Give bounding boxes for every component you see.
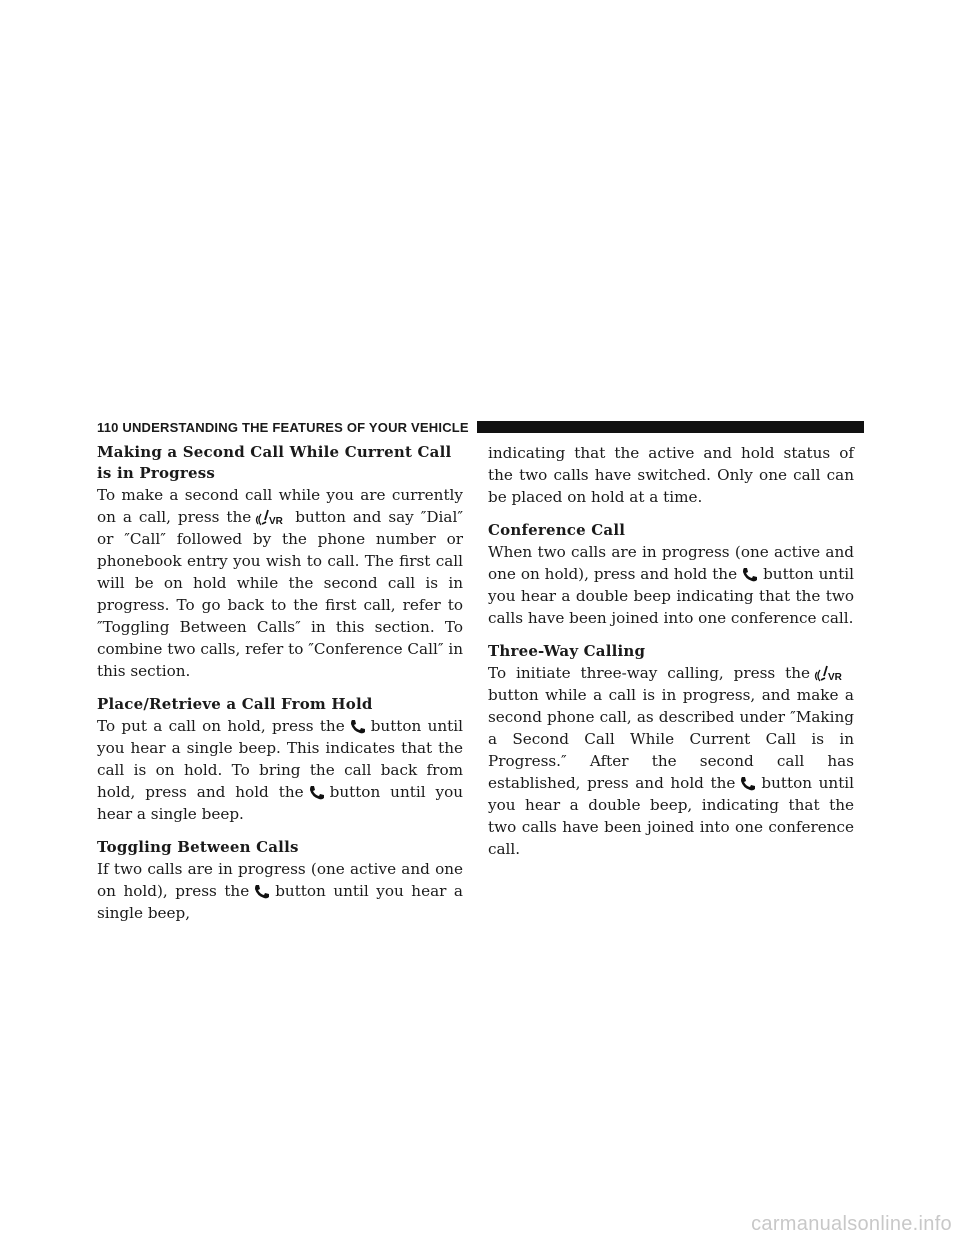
svg-text:VR: VR [828,672,842,682]
right-column [488,442,854,860]
phone-icon [308,785,326,801]
svg-text:VR: VR [269,516,284,526]
paragraph-hold: To put a call on hold, press the button until you hear a single beep. This indicates that the call is on hold. To bring the call back from hold, press and hold the button until you hear a single beep. [97,717,464,823]
phone-icon [253,884,271,900]
page-number-title: 110 UNDERSTANDING THE FEATURES OF YOUR VEHICLE [97,419,469,435]
paragraph-toggling: If two calls are in progress (one active and one on hold), press the button until you hear a single beep, [97,860,463,922]
voice-recognition-icon [814,664,850,682]
paragraph-conference: When two calls are in progress (one active and one on hold), press and hold the button until you hear a double beep indicating that the two calls have been joined into one conference call. [488,543,855,627]
left-column [97,442,463,924]
voice-recognition-icon [255,508,291,526]
header-bar [477,421,864,433]
paragraph-toggling-continued: indicating that the active and hold status of the two calls have switched. Only one call can be placed on hold at a time. [488,444,854,506]
paragraph-three-way: To initiate three-way calling, press the VR button while a call is in progress, and make a second phone call, as described under ″Making a Second Call While Current Call is in Progress.″ After the second call has established, press and hold the button until you hear a double beep, indicating that the two calls have been joined into one conference call. [488,664,855,858]
heading-second-call: Making a Second Call While Current Call is in Progress [97,443,452,482]
phone-icon [739,776,757,792]
phone-icon [349,719,367,735]
heading-hold: Place/Retrieve a Call From Hold [97,695,373,713]
phone-icon [741,567,759,583]
heading-conference: Conference Call [488,521,626,539]
paragraph-second-call: To make a second call while you are currently on a call, press the VR button and say ″Dial″ or ″Call″ followed by the phone number or phonebook entry you wish to call. The first call will be on hold while the second call is in progress. To go back to the first call, refer to ″Toggling Between Calls″ in this section. To combine two calls, refer to ″Conference Call″ in this section. [97,486,463,680]
watermark: carmanualsonline.info [751,1213,952,1235]
heading-three-way: Three-Way Calling [488,642,646,660]
page-header [97,418,864,436]
heading-toggling: Toggling Between Calls [97,838,299,856]
